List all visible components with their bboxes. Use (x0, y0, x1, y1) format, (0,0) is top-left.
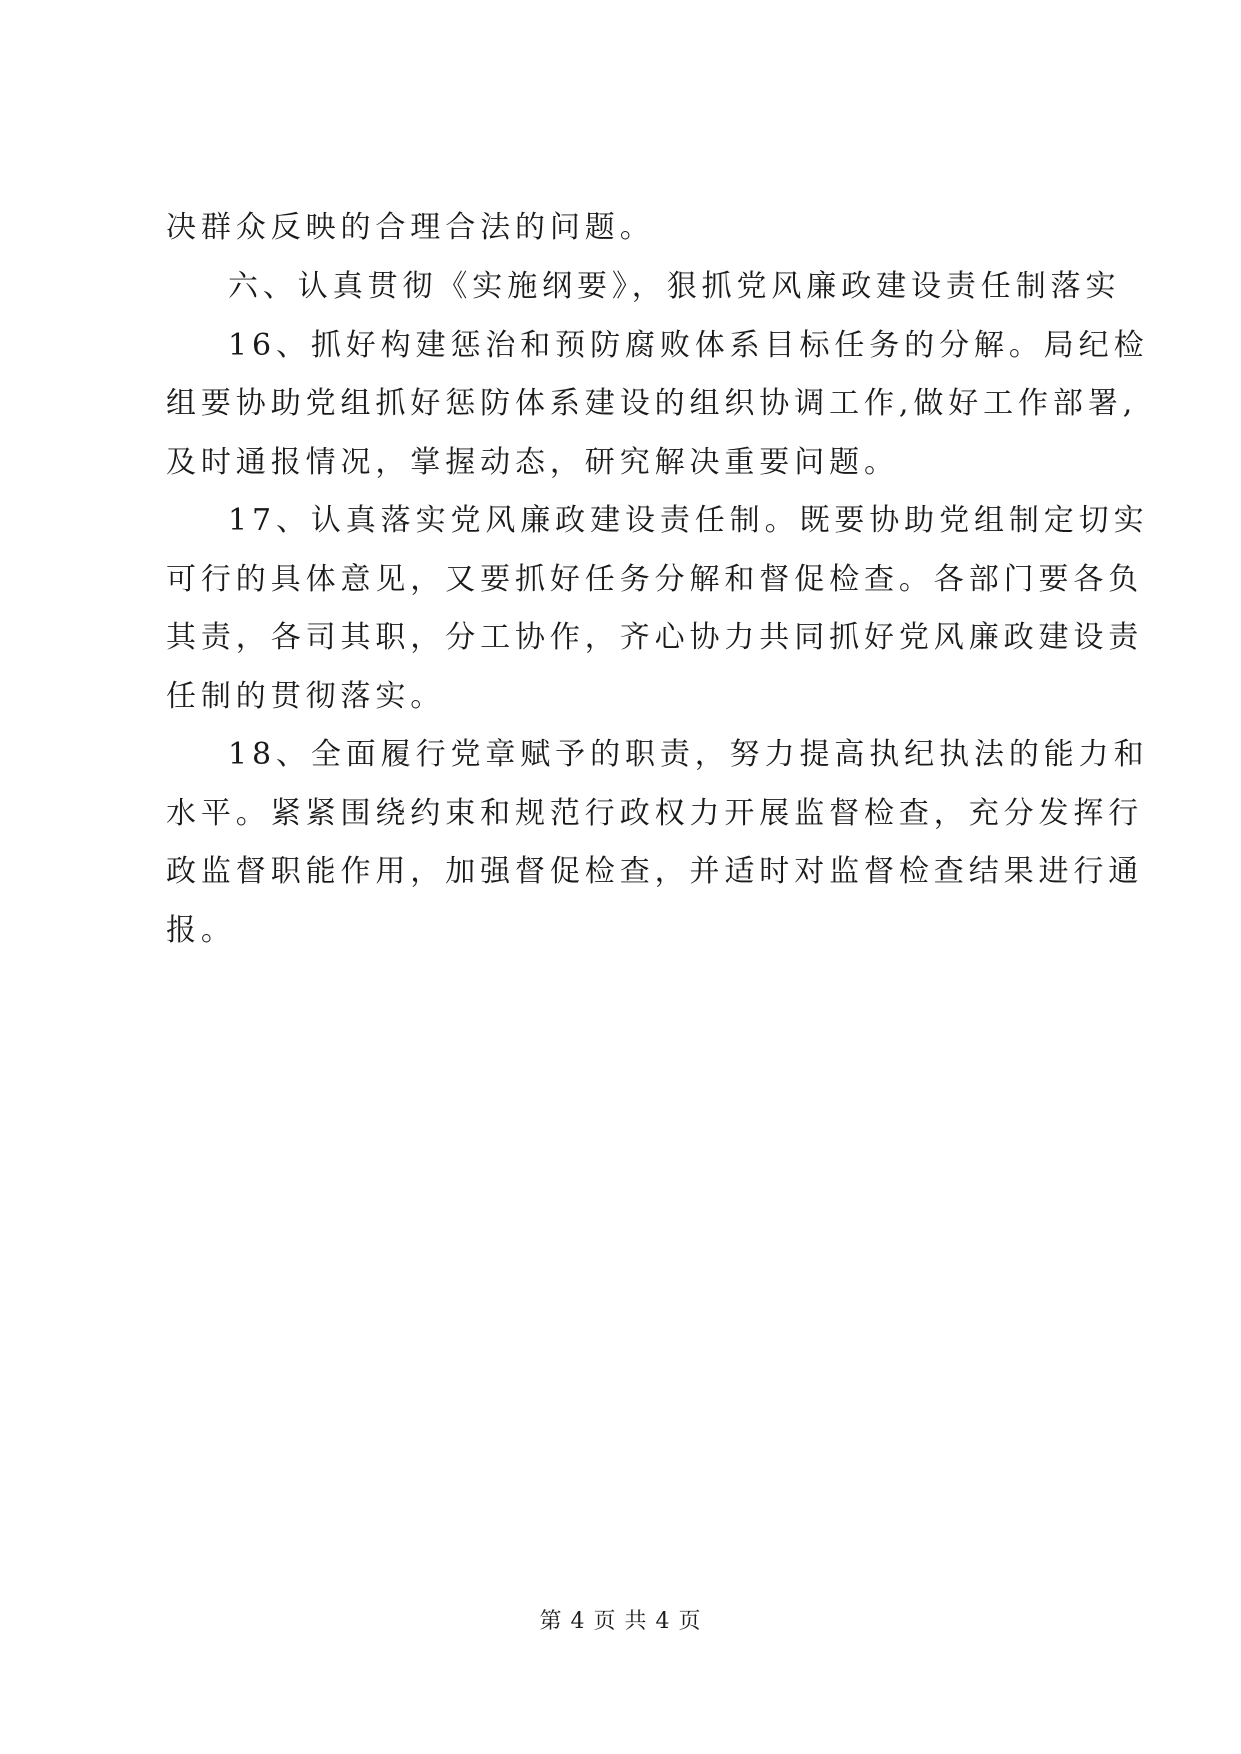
text-line: 16、抓好构建惩治和预防腐败体系目标任务的分解。局纪检 (228, 328, 1149, 363)
text-line: 水平。紧紧围绕约束和规范行政权力开展监督检查，充分发挥行 (166, 796, 1144, 831)
text-line: 组要协助党组抓好惩防体系建设的组织协调工作,做好工作部署, (166, 386, 1138, 421)
page-footer: 第 4 页 共 4 页 (539, 1609, 702, 1634)
text-line: 可行的具体意见，又要抓好任务分解和督促检查。各部门要各负 (166, 562, 1144, 597)
text-line: 其责，各司其职，分工协作，齐心协力共同抓好党风廉政建设责 (166, 620, 1144, 655)
text-line: 决群众反映的合理合法的问题。 (166, 210, 655, 245)
text-line: 报。 (166, 913, 236, 948)
text-line: 18、全面履行党章赋予的职责，努力提高执纪执法的能力和 (228, 737, 1149, 772)
text-line: 任制的贯彻落实。 (166, 679, 446, 714)
section-heading: 六、认真贯彻《实施纲要》，狠抓党风廉政建设责任制落实 (228, 269, 1121, 304)
text-line: 及时通报情况，掌握动态，研究解决重要问题。 (166, 445, 899, 480)
text-line: 17、认真落实党风廉政建设责任制。既要协助党组制定切实 (228, 503, 1149, 538)
text-line: 政监督职能作用，加强督促检查，并适时对监督检查结果进行通 (166, 854, 1144, 889)
